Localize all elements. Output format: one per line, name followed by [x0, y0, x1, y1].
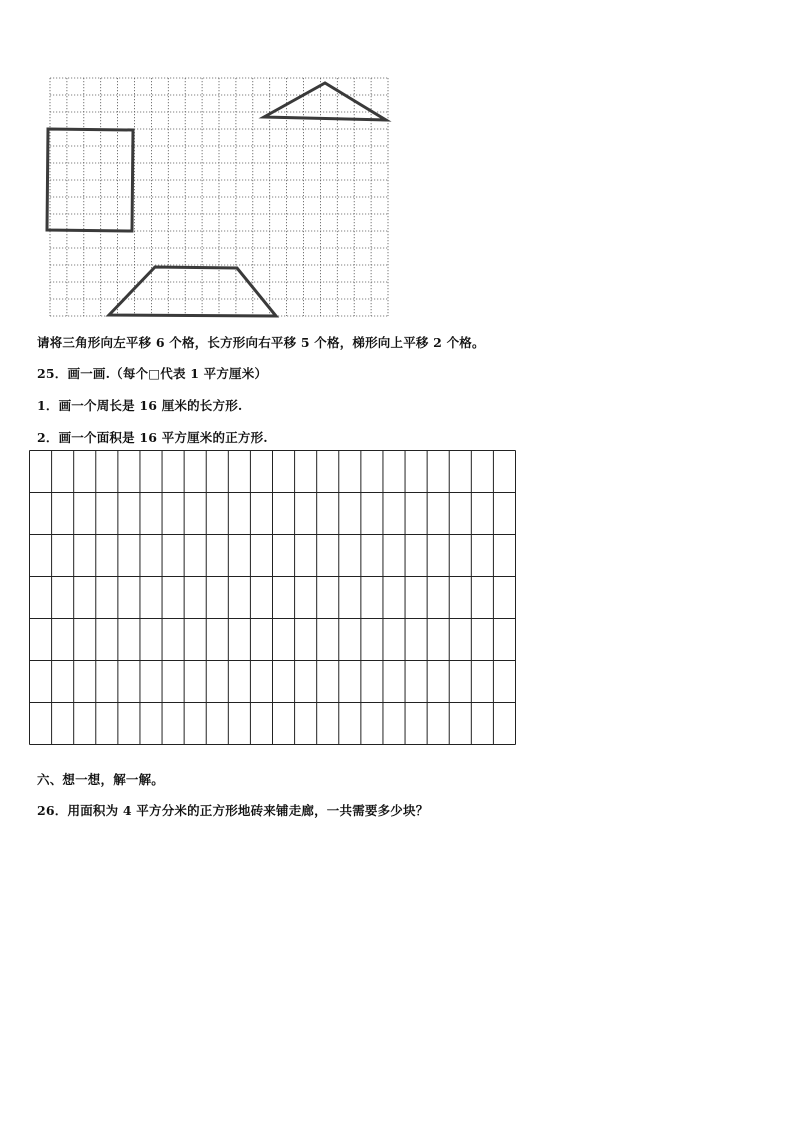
question-25-item-1: 1．画一个周长是 16 厘米的长方形. — [37, 398, 243, 413]
section-6-title: 六、想一想，解一解。 — [37, 772, 165, 787]
question-26: 26．用面积为 4 平方分米的正方形地砖来铺走廊，一共需要多少块？ — [37, 803, 429, 818]
question-25-title: 25．画一画.（每个□代表 1 平方厘米） — [37, 366, 268, 381]
dotted-grid-figure — [40, 76, 392, 322]
translate-instruction: 请将三角形向左平移 6 个格，长方形向右平移 5 个格，梯形向上平移 2 个格。 — [37, 335, 485, 350]
question-25-item-2: 2．画一个面积是 16 平方厘米的正方形. — [37, 430, 268, 445]
answer-grid[interactable] — [29, 450, 517, 746]
answer-grid-lines — [29, 450, 517, 746]
dotted-grid — [40, 76, 392, 322]
triangle-shape — [264, 83, 386, 120]
trapezoid-shape — [109, 267, 276, 316]
